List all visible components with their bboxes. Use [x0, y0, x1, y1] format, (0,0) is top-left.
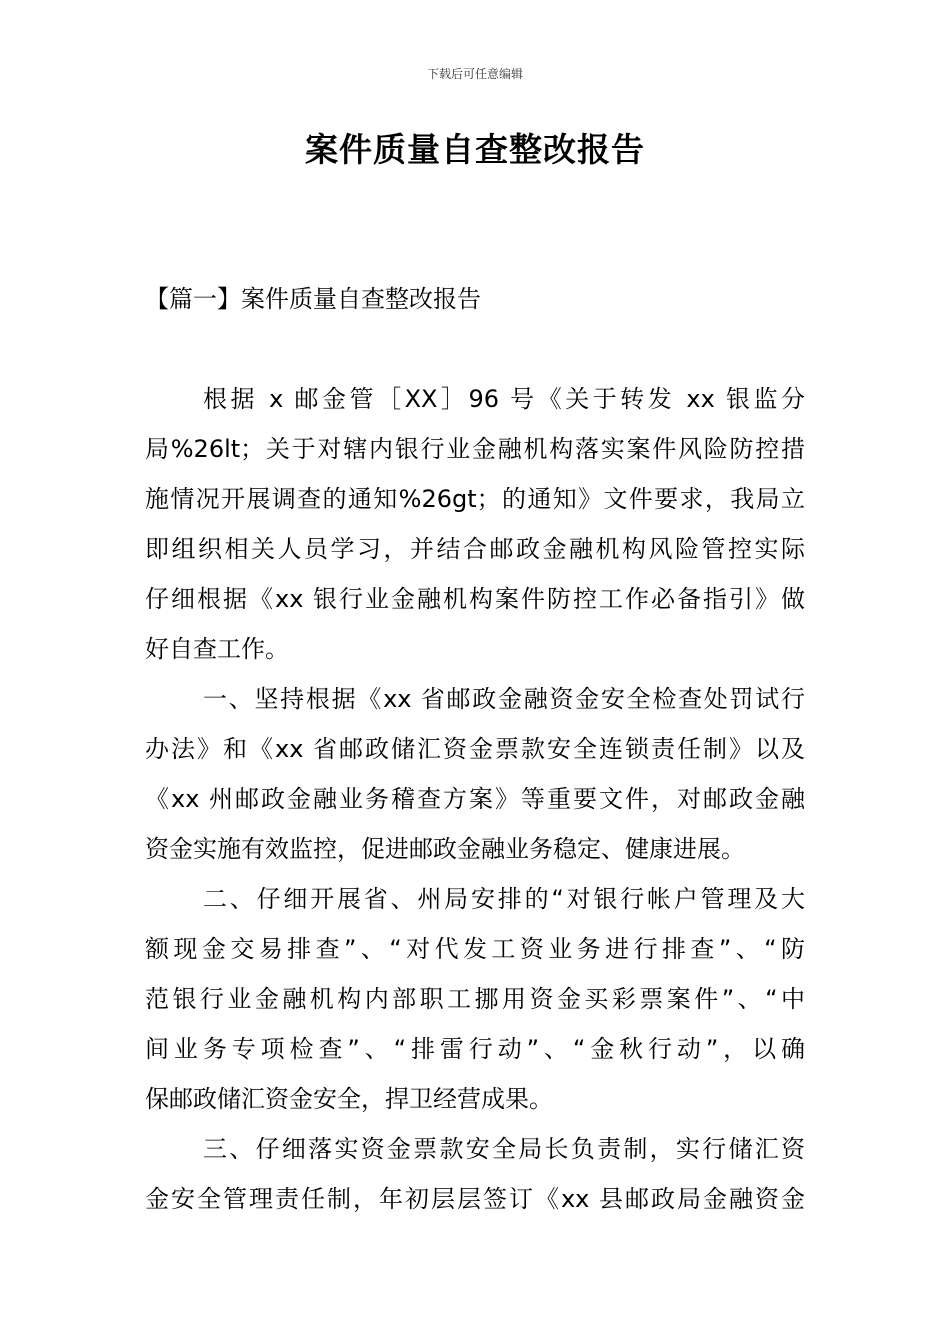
section-heading: 【篇一】案件质量自查整改报告 [145, 285, 481, 313]
document-body [145, 374, 805, 1224]
paragraph-line: 金安全管理责任制，年初层层签订《xx 县邮政局金融资金 [145, 1185, 805, 1213]
paragraph-line: 办法》和《xx 省邮政储汇资金票款安全连锁责任制》以及 [145, 735, 805, 763]
paragraph-line: 间业务专项检查”、“排雷行动”、“金秋行动”，以确 [145, 1035, 805, 1063]
paragraph-line: 三、仔细落实资金票款安全局长负责制，实行储汇资 [203, 1135, 805, 1163]
paragraph-line: 额现金交易排查”、“对代发工资业务进行排查”、“防 [145, 935, 805, 963]
paragraph-line: 范银行业金融机构内部职工挪用资金买彩票案件”、“中 [145, 985, 805, 1013]
paragraph-line: 根据 x 邮金管［XX］96 号《关于转发 xx 银监分 [203, 385, 805, 413]
paragraph-line: 一、坚持根据《xx 省邮政金融资金安全检查处罚试行 [203, 685, 805, 713]
document-title: 案件质量自查整改报告 [305, 130, 645, 169]
paragraph-line: 局%26lt；关于对辖内银行业金融机构落实案件风险防控措 [145, 435, 805, 463]
paragraph-line: 《xx 州邮政金融业务稽查方案》等重要文件，对邮政金融 [145, 785, 805, 813]
paragraph-line: 即组织相关人员学习，并结合邮政金融机构风险管控实际 [145, 535, 805, 563]
paragraph-line: 好自查工作。 [145, 635, 289, 663]
paragraph-line: 保邮政储汇资金安全，捍卫经营成果。 [145, 1085, 553, 1113]
paragraph-line: 二、仔细开展省、州局安排的“对银行帐户管理及大 [203, 885, 805, 913]
paragraph-line: 资金实施有效监控，促进邮政金融业务稳定、健康进展。 [145, 835, 745, 863]
header-note: 下载后可任意编辑 [426, 67, 523, 81]
paragraph-line: 施情况开展调查的通知%26gt；的通知》文件要求，我局立 [145, 485, 805, 513]
paragraph-line: 仔细根据《xx 银行业金融机构案件防控工作必备指引》做 [145, 585, 805, 613]
